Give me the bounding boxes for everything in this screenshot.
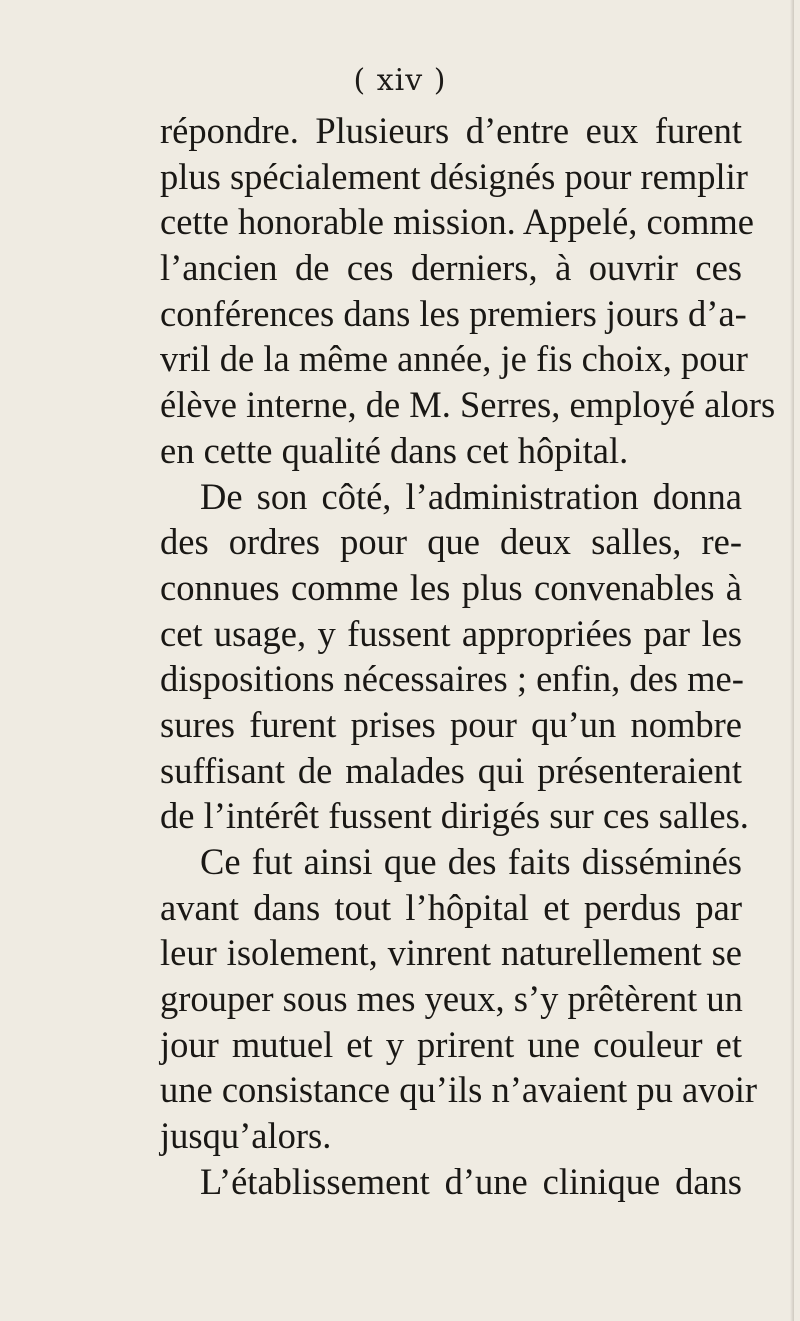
text-line: répondre. Plusieurs d’entre eux furent — [160, 110, 742, 151]
text-line: de l’intérêt fussent dirigés sur ces salles. — [160, 795, 749, 837]
page-number: ( xiv ) — [353, 63, 447, 98]
text-line: jour mutuel et y prirent une couleur et — [160, 1023, 742, 1065]
text-line: élève interne, de M. Serres, employé alors — [160, 384, 776, 426]
page-edge-shadow — [790, 0, 794, 1321]
text-line: avant dans tout l’hôpital et perdus par — [160, 886, 742, 928]
text-line: sures furent prises pour qu’un nombre — [160, 703, 742, 745]
text-line: une consistance qu’ils n’avaient pu avoir — [160, 1069, 757, 1111]
text-line: en cette qualité dans cet hôpital. — [160, 429, 629, 471]
text-line: leur isolement, vinrent naturellement se — [160, 932, 742, 974]
text-line: Ce fut ainsi que des faits disséminés — [200, 841, 742, 882]
text-line: cette honorable mission. Appelé, comme — [160, 201, 754, 243]
text-line: plus spécialement désignés pour remplir — [160, 155, 748, 197]
text-line: grouper sous mes yeux, s’y prêtèrent un — [160, 978, 743, 1020]
text-line: des ordres pour que deux salles, re- — [160, 521, 742, 563]
text-line: vril de la même année, je fis choix, pour — [160, 338, 748, 380]
text-line: conférences dans les premiers jours d’a- — [160, 292, 747, 334]
text-line: dispositions nécessaires ; enfin, des me- — [160, 658, 744, 700]
text-line: cet usage, y fussent appropriées par les — [160, 612, 742, 654]
text-line: L’établissement d’une clinique dans — [200, 1160, 742, 1202]
text-line: suffisant de malades qui présenteraient — [160, 749, 742, 791]
text-line: jusqu’alors. — [160, 1115, 332, 1157]
body-text — [160, 108, 776, 1205]
text-line: De son côté, l’administration donna — [200, 475, 742, 517]
text-line: l’ancien de ces derniers, à ouvrir ces — [160, 247, 742, 289]
text-line: connues comme les plus convenables à — [160, 566, 742, 608]
